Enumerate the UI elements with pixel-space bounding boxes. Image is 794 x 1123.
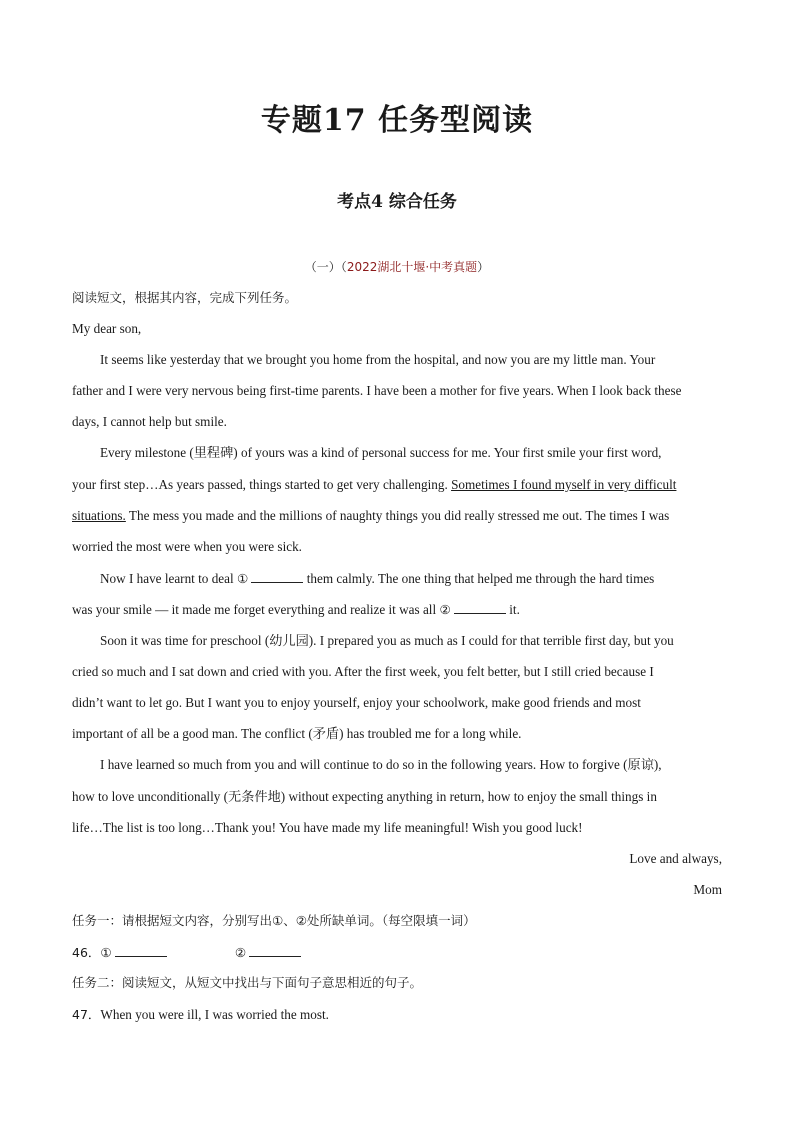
- paragraph-2-line-2-text: your first step…As years passed, things started to get very challenging.: [72, 477, 452, 492]
- blank-marker-2: ②: [439, 602, 451, 617]
- paragraph-3-line-2-text-b: it.: [505, 602, 520, 617]
- letter-signature: Mom: [693, 882, 722, 897]
- paragraph-2-line-3-text: The mess you made and the millions of naughty things you did really stressed me out. The times I was: [125, 508, 670, 523]
- paragraph-4-line-1: Soon it was time for preschool (幼儿园). I prepared you as much as I could for that terrible first day, but you: [100, 633, 674, 648]
- paragraph-4-line-4: important of all be a good man. The conflict (矛盾) has troubled me for a long while.: [72, 726, 522, 741]
- task-1-instruction: 任务一：请根据短文内容，分别写出①、②处所缺单词。（每空限填一词）: [72, 913, 476, 928]
- answer-blank-2[interactable]: [454, 601, 506, 614]
- paragraph-3-line-1-text-b: them calmly. The one thing that helped me through the hard times: [303, 571, 655, 586]
- question-47-text: When you were ill, I was worried the most.: [100, 1007, 329, 1022]
- paragraph-2-line-4: worried the most were when you were sick.: [72, 539, 302, 554]
- passage-source: [0, 258, 794, 275]
- paragraph-4-line-3: didn’t want to let go. But I want you to enjoy yourself, enjoy your schoolwork, make good friends and most: [72, 695, 641, 710]
- paragraph-5-line-2: how to love unconditionally (无条件地) without expecting anything in return, how to enjoy the small things in: [72, 789, 657, 804]
- paragraph-2-line-2: [72, 477, 676, 493]
- paragraph-3-line-1: [100, 570, 654, 587]
- source-suffix: ）: [477, 260, 490, 274]
- instruction-text: 阅读短文，根据其内容，完成下列任务。: [72, 290, 298, 305]
- question-46: [72, 944, 301, 961]
- q46-marker-1: ①: [100, 945, 112, 960]
- paragraph-2-line-1: Every milestone (里程碑) of yours was a kind of personal success for me. Your first smile your first word,: [100, 445, 662, 460]
- underlined-sentence-part-1: Sometimes I found myself in very difficult: [451, 477, 677, 492]
- task-2-instruction: 任务二：阅读短文，从短文中找出与下面句子意思相近的句子。: [72, 975, 423, 990]
- source-exam-label: 2022湖北十堰·中考真题: [346, 260, 478, 274]
- letter-closing: Love and always,: [629, 851, 722, 866]
- underlined-sentence-part-2: situations.: [72, 508, 126, 523]
- paragraph-1-line-1: It seems like yesterday that we brought you home from the hospital, and now you are my little man. Your: [100, 352, 656, 367]
- page-title: 专题17 任务型阅读: [260, 103, 534, 138]
- q46-answer-blank-1[interactable]: [115, 944, 167, 957]
- q46-answer-blank-2[interactable]: [249, 944, 301, 957]
- section-subtitle: 考点4 综合任务: [337, 192, 457, 212]
- paragraph-4-line-2: cried so much and I sat down and cried with you. After the first week, you felt better, but I still cried because I: [72, 664, 654, 679]
- question-46-number: 46．: [72, 945, 101, 960]
- source-prefix: （一）（: [304, 260, 347, 274]
- paragraph-2-line-3: [72, 508, 669, 524]
- question-47: [72, 1007, 329, 1023]
- answer-blank-1[interactable]: [251, 570, 303, 583]
- paragraph-1-line-2: father and I were very nervous being first-time parents. I have been a mother for five years. When I look back these: [72, 383, 682, 398]
- paragraph-5-line-3: life…The list is too long…Thank you! You have made my life meaningful! Wish you good luck!: [72, 820, 583, 835]
- letter-greeting: My dear son,: [72, 321, 142, 336]
- paragraph-1-line-3: days, I cannot help but smile.: [72, 414, 227, 429]
- q46-marker-2: ②: [234, 945, 247, 960]
- blank-marker-1: ①: [236, 571, 249, 586]
- paragraph-3-line-2: [72, 601, 520, 618]
- paragraph-3-line-2-text-a: was your smile — it made me forget everything and realize it was all: [72, 602, 440, 617]
- question-47-number: 47．: [72, 1007, 101, 1022]
- paragraph-5-line-1: I have learned so much from you and will continue to do so in the following years. How to forgive (原谅),: [100, 757, 662, 772]
- paragraph-3-line-1-text-a: Now I have learnt to deal: [100, 571, 237, 586]
